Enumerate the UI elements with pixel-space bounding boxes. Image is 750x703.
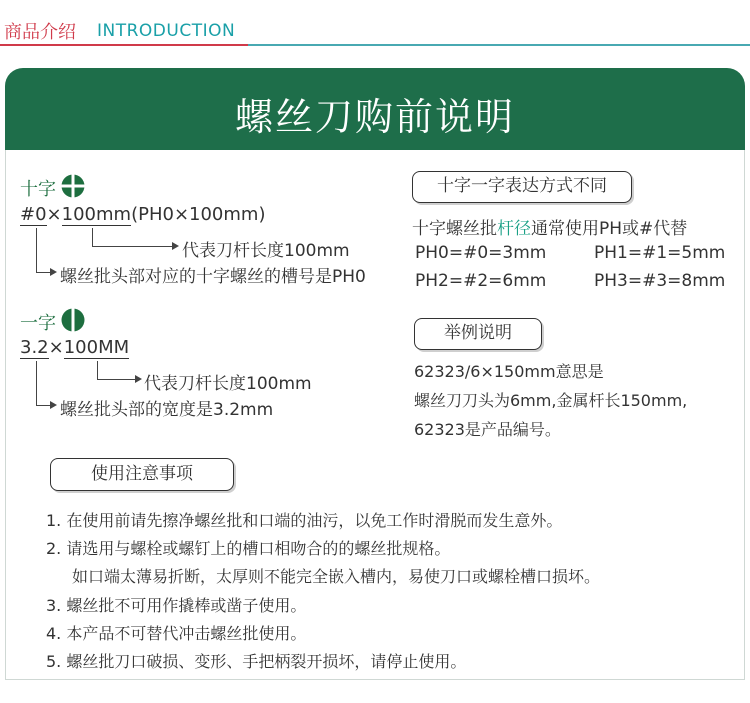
example-heading: 举例说明 [444, 323, 512, 343]
note-item-5: 5. 螺丝批刀口破损、变形、手把柄裂开损坏，请停止使用。 [46, 652, 467, 671]
slotted-spec-length: 100MM [63, 337, 130, 358]
slotted-length-connector-h [97, 379, 135, 380]
example-line-2: 62323是产品编号。 [414, 420, 561, 439]
phillips-length-arrow [172, 242, 179, 250]
phillips-cross-icon [61, 174, 85, 202]
phillips-tip-desc: 螺丝批头部对应的十字螺丝的槽号是PH0 [60, 267, 366, 287]
slotted-spec [20, 337, 129, 358]
slotted-length-connector [97, 361, 98, 379]
notation-heading: 十字一字表达方式不同 [437, 176, 607, 196]
slotted-spec-width: 3.2 [20, 337, 49, 358]
notes-heading-pill [50, 458, 234, 491]
phillips-tip-arrow [50, 268, 57, 276]
phillips-label: 十字 [20, 179, 56, 200]
phillips-length-connector [92, 228, 93, 246]
ph-value-3: PH3=#3=8mm [594, 271, 726, 291]
note-item-2: 2. 请选用与螺栓或螺钉上的槽口相吻合的的螺丝批规格。 [46, 539, 451, 558]
notation-heading-pill [412, 171, 632, 203]
ph-value-2: PH2=#2=6mm [415, 271, 547, 291]
note-item-2-cont: 如口端太薄易折断，太厚则不能完全嵌入槽内，易使刀口或螺栓槽口损坏。 [72, 567, 601, 586]
phillips-spec [20, 204, 265, 225]
slotted-tip-arrow [50, 401, 57, 409]
note-item-3: 3. 螺丝批不可用作撬棒或凿子使用。 [46, 596, 307, 615]
ph-value-1: PH1=#1=5mm [594, 243, 726, 263]
notation-line-pre: 十字螺丝批 [412, 219, 497, 239]
note-item-1: 1. 在使用前请先擦净螺丝批和口端的油污，以免工作时滑脱而发生意外。 [46, 511, 563, 530]
slotted-tip-connector-h [36, 405, 50, 406]
ph-value-0: PH0=#0=3mm [415, 243, 547, 263]
example-line-0: 62323/6×150mm意思是 [414, 362, 604, 381]
slotted-length-arrow [135, 375, 142, 383]
notation-line [412, 214, 687, 239]
slotted-tip-desc: 螺丝批头部的宽度是3.2mm [60, 400, 274, 420]
slotted-length-desc: 代表刀杆长度100mm [144, 374, 312, 394]
banner-title: 螺丝刀购前说明 [234, 95, 515, 139]
slotted-spec-times: × [48, 337, 64, 358]
phillips-spec-length: 100mm [61, 204, 132, 225]
example-line-1: 螺丝刀刀头为6mm,金属杆长150mm, [414, 391, 688, 410]
phillips-spec-rest: (PH0×100mm) [131, 204, 266, 225]
slotted-line-icon [61, 308, 85, 336]
slotted-tip-connector [36, 361, 37, 405]
phillips-length-desc: 代表刀杆长度100mm [182, 241, 350, 261]
phillips-tip-connector-h [36, 272, 50, 273]
phillips-spec-hash: #0 [20, 204, 47, 225]
notation-line-post: 通常使用PH或#代替 [531, 219, 688, 239]
phillips-length-connector-h [92, 246, 172, 247]
title-banner [5, 68, 745, 150]
notation-line-highlight: 杆径 [497, 219, 531, 239]
header-divider-accent [0, 44, 248, 46]
slotted-label: 一字 [20, 313, 56, 334]
header-title-cn: 商品介绍 [4, 22, 76, 43]
content-card [5, 68, 745, 680]
phillips-spec-times: × [46, 204, 62, 225]
notes-heading: 使用注意事项 [91, 464, 193, 484]
header-title-en: INTRODUCTION [97, 21, 236, 41]
example-heading-pill [414, 318, 542, 350]
phillips-tip-connector [36, 228, 37, 272]
note-item-4: 4. 本产品不可替代冲击螺丝批使用。 [46, 624, 307, 643]
